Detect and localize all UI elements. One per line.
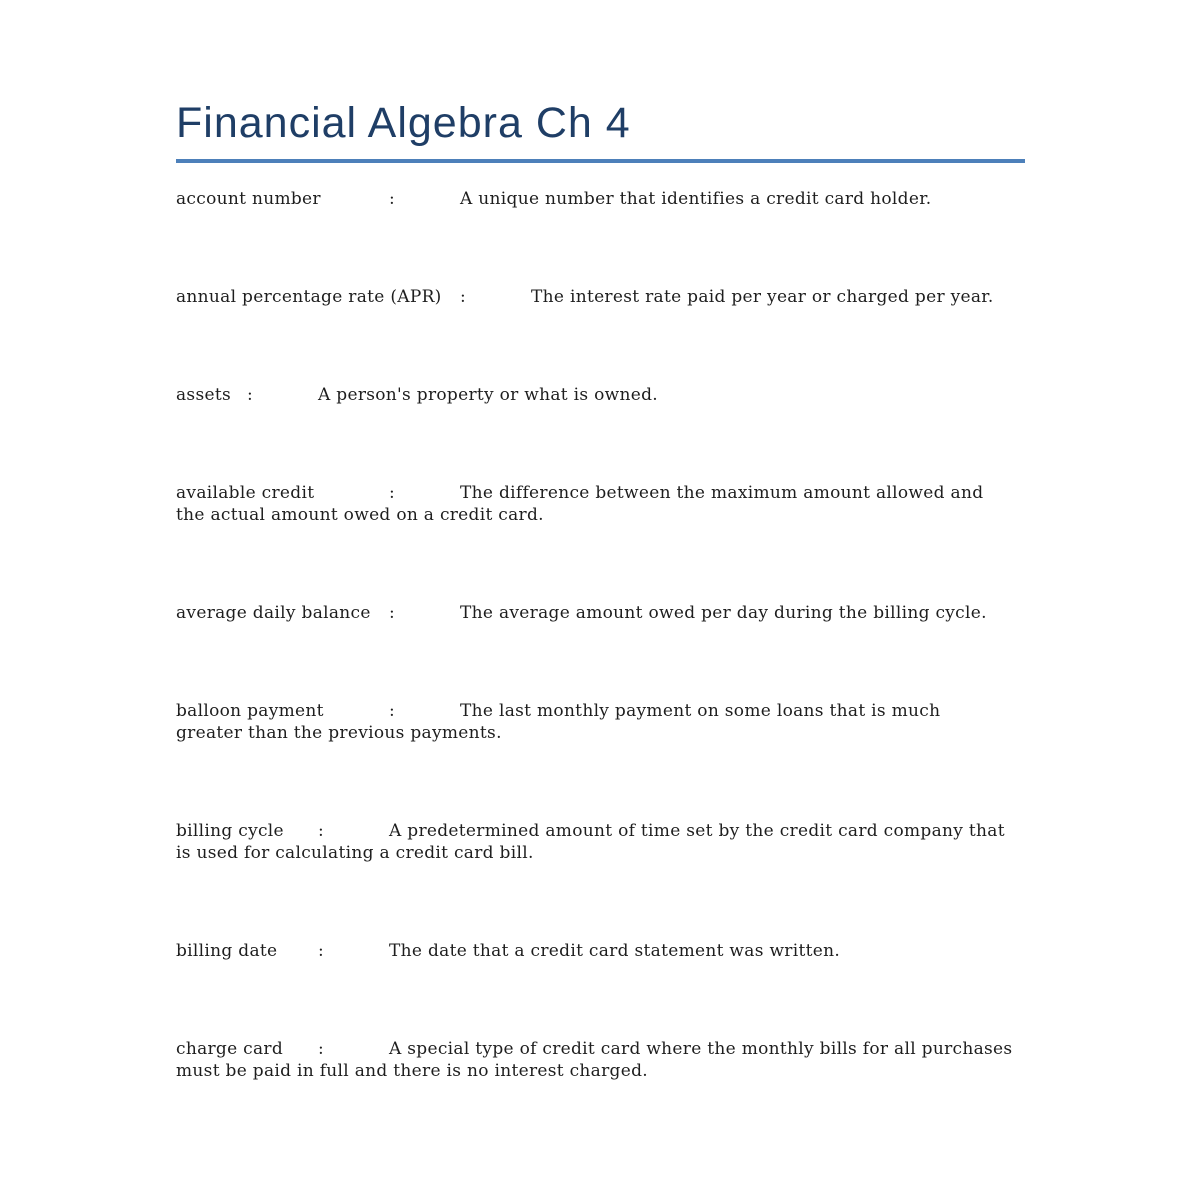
entry-line xyxy=(176,188,1025,210)
document-page xyxy=(176,0,1025,1158)
term-label: billing cycle xyxy=(176,821,284,841)
glossary-entry xyxy=(176,602,1025,624)
entry-line xyxy=(176,602,1025,624)
entry-line xyxy=(176,286,1025,308)
definition-continuation: must be paid in full and there is no interest charged. xyxy=(176,1061,648,1081)
definition-text: A special type of credit card where the monthly bills for all purchases xyxy=(389,1039,1013,1059)
term-label: annual percentage rate (APR) xyxy=(176,287,442,307)
glossary-entry xyxy=(176,700,1025,744)
entry-line xyxy=(176,482,1025,504)
definition-text: A person's property or what is owned. xyxy=(318,385,658,405)
term-label: available credit xyxy=(176,483,315,503)
glossary-entry xyxy=(176,1038,1025,1082)
document-title: Financial Algebra Ch 4 xyxy=(176,98,1025,163)
definition-text: A predetermined amount of time set by the credit card company that xyxy=(389,821,1005,841)
term-label: account number xyxy=(176,189,321,209)
entry-line xyxy=(176,1038,1025,1060)
term-label: average daily balance xyxy=(176,603,371,623)
entry-line xyxy=(176,384,1025,406)
term-label: assets xyxy=(176,385,231,405)
glossary-entry xyxy=(176,482,1025,526)
definition-text: The last monthly payment on some loans that is much xyxy=(460,701,941,721)
entry-line xyxy=(176,700,1025,722)
entry-line xyxy=(176,820,1025,842)
separator-colon: : xyxy=(318,941,325,961)
glossary-list xyxy=(176,188,1025,1082)
glossary-entry xyxy=(176,940,1025,962)
definition-text: The interest rate paid per year or charged per year. xyxy=(531,287,994,307)
term-label: billing date xyxy=(176,941,278,961)
glossary-entry xyxy=(176,384,1025,406)
glossary-entry xyxy=(176,820,1025,864)
definition-continuation: greater than the previous payments. xyxy=(176,723,502,743)
glossary-entry xyxy=(176,188,1025,210)
definition-text: The average amount owed per day during the billing cycle. xyxy=(460,603,987,623)
separator-colon: : xyxy=(460,287,467,307)
separator-colon: : xyxy=(318,1039,325,1059)
definition-text: A unique number that identifies a credit card holder. xyxy=(460,189,932,209)
term-label: charge card xyxy=(176,1039,284,1059)
glossary-entry xyxy=(176,286,1025,308)
separator-colon: : xyxy=(389,189,396,209)
separator-colon: : xyxy=(318,821,325,841)
separator-colon: : xyxy=(247,385,254,405)
separator-colon: : xyxy=(389,483,396,503)
definition-continuation: is used for calculating a credit card bill. xyxy=(176,843,534,863)
definition-text: The difference between the maximum amount allowed and xyxy=(460,483,984,503)
separator-colon: : xyxy=(389,603,396,623)
separator-colon: : xyxy=(389,701,396,721)
entry-line xyxy=(176,940,1025,962)
term-label: balloon payment xyxy=(176,701,324,721)
definition-text: The date that a credit card statement was written. xyxy=(389,941,841,961)
definition-continuation: the actual amount owed on a credit card. xyxy=(176,505,544,525)
